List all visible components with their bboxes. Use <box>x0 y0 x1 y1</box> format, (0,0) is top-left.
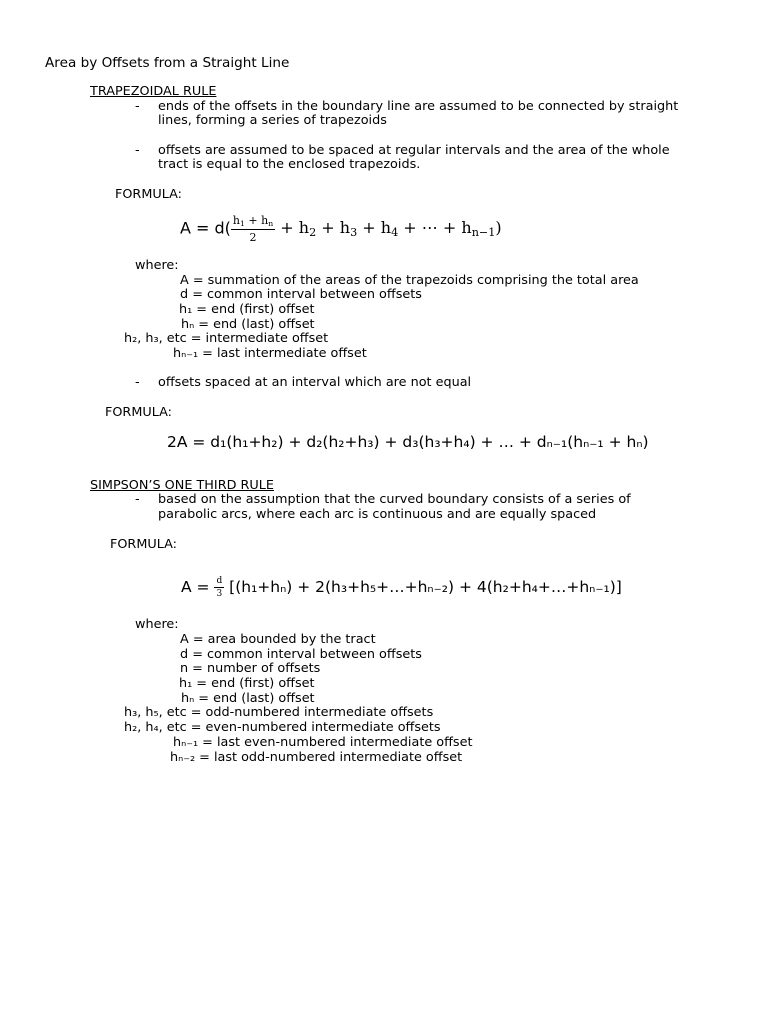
sub-4: 4 <box>391 226 399 240</box>
frac-num-mid: + h <box>244 214 269 227</box>
sub-n-1: n−1 <box>471 226 496 240</box>
term-hn-1: + ⋯ + h <box>398 218 472 238</box>
trap-formula2-label: FORMULA: <box>105 405 172 420</box>
definition: n = number of offsets <box>180 661 321 676</box>
trap-formula-label: FORMULA: <box>115 187 182 202</box>
formula-lhs: A = d( <box>180 218 231 238</box>
bullet-dash: - <box>135 375 140 390</box>
trap-bullet2-line1: offsets are assumed to be spaced at regular intervals and the area of the whole <box>158 143 670 158</box>
formula-rest: [(h₁+hₙ) + 2(h₃+h₅+…+hₙ₋₂) + 4(h₂+h₄+…+hₙ₋₁)] <box>224 578 622 596</box>
bullet-dash: - <box>135 143 140 158</box>
term-h2: + h <box>275 218 310 238</box>
definition: h₁ = end (first) offset <box>179 302 315 317</box>
page-title: Area by Offsets from a Straight Line <box>45 55 290 71</box>
formula-fraction <box>231 214 275 244</box>
formula-lhs: A = <box>181 578 215 596</box>
term-h3: + h <box>316 218 351 238</box>
definition: A = area bounded by the tract <box>180 632 376 647</box>
trapezoidal-rule-title: TRAPEZOIDAL RULE <box>90 84 217 99</box>
simpson-bullet1-line1: based on the assumption that the curved boundary consists of a series of <box>158 492 631 507</box>
simpson-formula <box>181 576 622 599</box>
trap-bullet2-line2: tract is equal to the enclosed trapezoids. <box>158 157 421 172</box>
frac-num: d <box>216 576 223 586</box>
trap-bullet1-line1: ends of the offsets in the boundary line are assumed to be connected by straight <box>158 99 679 114</box>
simpson-formula-label: FORMULA: <box>110 537 177 552</box>
definition: h₂, h₄, etc = even-numbered intermediate offsets <box>124 720 441 735</box>
definition: h₃, h₅, etc = odd-numbered intermediate offsets <box>124 705 434 720</box>
frac-num-sub1: 1 <box>240 218 245 228</box>
simpson-bullet1-line2: parabolic arcs, where each arc is continuous and are equally spaced <box>158 507 597 522</box>
definition: d = common interval between offsets <box>180 287 422 302</box>
frac-den: 3 <box>216 589 223 599</box>
where-label: where: <box>135 617 179 632</box>
simpson-rule-title: SIMPSON’S ONE THIRD RULE <box>90 478 274 493</box>
definition: A = summation of the areas of the trapezoids comprising the total area <box>180 273 639 288</box>
formula-close-paren: ) <box>495 218 502 238</box>
definition: d = common interval between offsets <box>180 647 422 662</box>
bullet-dash: - <box>135 99 140 114</box>
term-h4: + h <box>357 218 392 238</box>
sub-2: 2 <box>309 226 317 240</box>
trapezoidal-formula <box>180 214 502 244</box>
trap-bullet1-line2: lines, forming a series of trapezoids <box>158 113 387 128</box>
sub-3: 3 <box>350 226 358 240</box>
definition: h₁ = end (first) offset <box>179 676 315 691</box>
definition: hₙ₋₁ = last even-numbered intermediate offset <box>173 735 473 750</box>
definition: hₙ₋₂ = last odd-numbered intermediate offset <box>170 750 463 765</box>
bullet-dash: - <box>135 492 140 507</box>
definition: hₙ = end (last) offset <box>181 317 315 332</box>
frac-den: 2 <box>249 230 257 244</box>
unequal-interval-formula: 2A = d₁(h₁+h₂) + d₂(h₂+h₃) + d₃(h₃+h₄) + … + dₙ₋₁(hₙ₋₁ + hₙ) <box>167 433 649 451</box>
formula-fraction <box>214 576 224 599</box>
definition: hₙ₋₁ = last intermediate offset <box>173 346 367 361</box>
trap-bullet3: offsets spaced at an interval which are not equal <box>158 375 472 390</box>
frac-num-sub2: n <box>268 218 274 228</box>
frac-num-h: h <box>232 214 241 227</box>
where-label: where: <box>135 258 179 273</box>
definition: hₙ = end (last) offset <box>181 691 315 706</box>
definition: h₂, h₃, etc = intermediate offset <box>124 331 329 346</box>
